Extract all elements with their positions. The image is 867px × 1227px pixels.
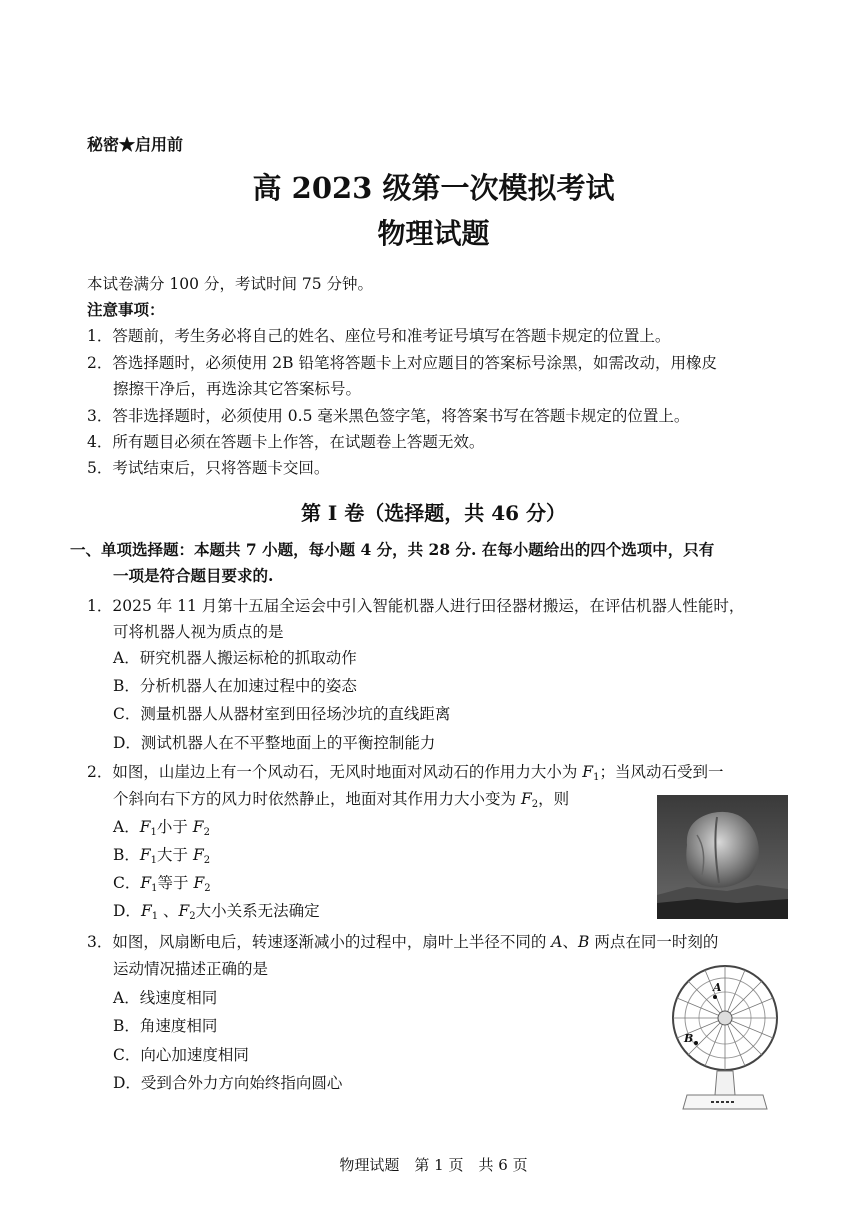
question-3-stem: 3．如图，风扇断电后，转速逐渐减小的过程中，扇叶上半径不同的 A、B 两点在同一时刻的 — [87, 933, 719, 951]
section-instruction: 一项是符合题目要求的. — [113, 566, 274, 585]
question-2-option-a: A．$F_1$小于 $F_2$ — [113, 818, 210, 838]
note-item: 4．所有题目必须在答题卡上作答，在试题卷上答题无效。 — [87, 433, 485, 451]
question-1-stem: 1．2025 年 11 月第十五届全运会中引入智能机器人进行田径器材搬运，在评估机器人性能时， — [87, 597, 745, 615]
notes-title: 注意事项： — [87, 300, 165, 319]
note-item: 1．答题前，考生务必将自己的姓名、座位号和准考证号填写在答题卡规定的位置上。 — [87, 327, 671, 345]
fan-point-b-label: B — [684, 1032, 694, 1045]
note-item: 5．考试结束后，只将答题卡交回。 — [87, 459, 330, 477]
wind-rock-photo — [657, 795, 788, 919]
confidential-mark: 秘密★启用前 — [87, 135, 184, 154]
question-2-stem: 2．如图，山崖边上有一个风动石，无风时地面对风动石的作用力大小为 $F_1$；当风动石受到一 — [87, 763, 724, 783]
question-3-option-c: C．向心加速度相同 — [113, 1046, 249, 1064]
question-1-option-c: C．测量机器人从器材室到田径场沙坑的直线距离 — [113, 705, 451, 723]
wind-rock-illustration — [657, 795, 788, 919]
question-2-option-c: C．$F_1$等于 $F_2$ — [113, 874, 211, 894]
electric-fan-figure — [665, 963, 785, 1113]
fan-point-a-label: A — [713, 981, 722, 994]
note-item: 擦擦干净后，再选涂其它答案标号。 — [113, 380, 362, 398]
section-instruction: 一、单项选择题：本题共 7 小题，每小题 4 分，共 28 分. 在每小题给出的四个选项中，只有 — [70, 540, 715, 559]
question-2-stem: 个斜向右下方的风力时依然静止，地面对其作用力大小变为 $F_2$，则 — [113, 790, 570, 810]
question-1-stem: 可将机器人视为质点的是 — [113, 623, 284, 641]
subject-title: 物理试题 — [377, 217, 490, 250]
note-item: 2．答选择题时，必须使用 2B 铅笔将答题卡上对应题目的答案标号涂黑，如需改动，用橡皮 — [87, 354, 717, 372]
question-3-option-a: A．线速度相同 — [113, 989, 218, 1007]
page-footer: 物理试题 第 1 页 共 6 页 — [339, 1156, 528, 1174]
note-item: 3．答非选择题时，必须使用 0.5 毫米黑色签字笔，将答案书写在答题卡规定的位置上。 — [87, 407, 690, 425]
question-3-stem: 运动情况描述正确的是 — [113, 960, 269, 978]
question-1-option-a: A．研究机器人搬运标枪的抓取动作 — [113, 649, 357, 667]
section-title: 第 I 卷（选择题，共 46 分） — [300, 501, 567, 525]
score-line: 本试卷满分 100 分，考试时间 75 分钟。 — [87, 275, 374, 293]
question-2-option-b: B．$F_1$大于 $F_2$ — [113, 846, 211, 866]
question-1-option-b: B．分析机器人在加速过程中的姿态 — [113, 677, 357, 695]
question-2-option-d: D．$F_1$ 、$F_2$大小关系无法确定 — [113, 902, 320, 922]
exam-title: 高 2023 级第一次模拟考试 — [252, 171, 615, 205]
question-3-option-b: B．角速度相同 — [113, 1017, 218, 1035]
question-3-option-d: D．受到合外力方向始终指向圆心 — [113, 1074, 343, 1092]
fan-illustration — [665, 963, 785, 1113]
question-1-option-d: D．测试机器人在不平整地面上的平衡控制能力 — [113, 734, 436, 752]
